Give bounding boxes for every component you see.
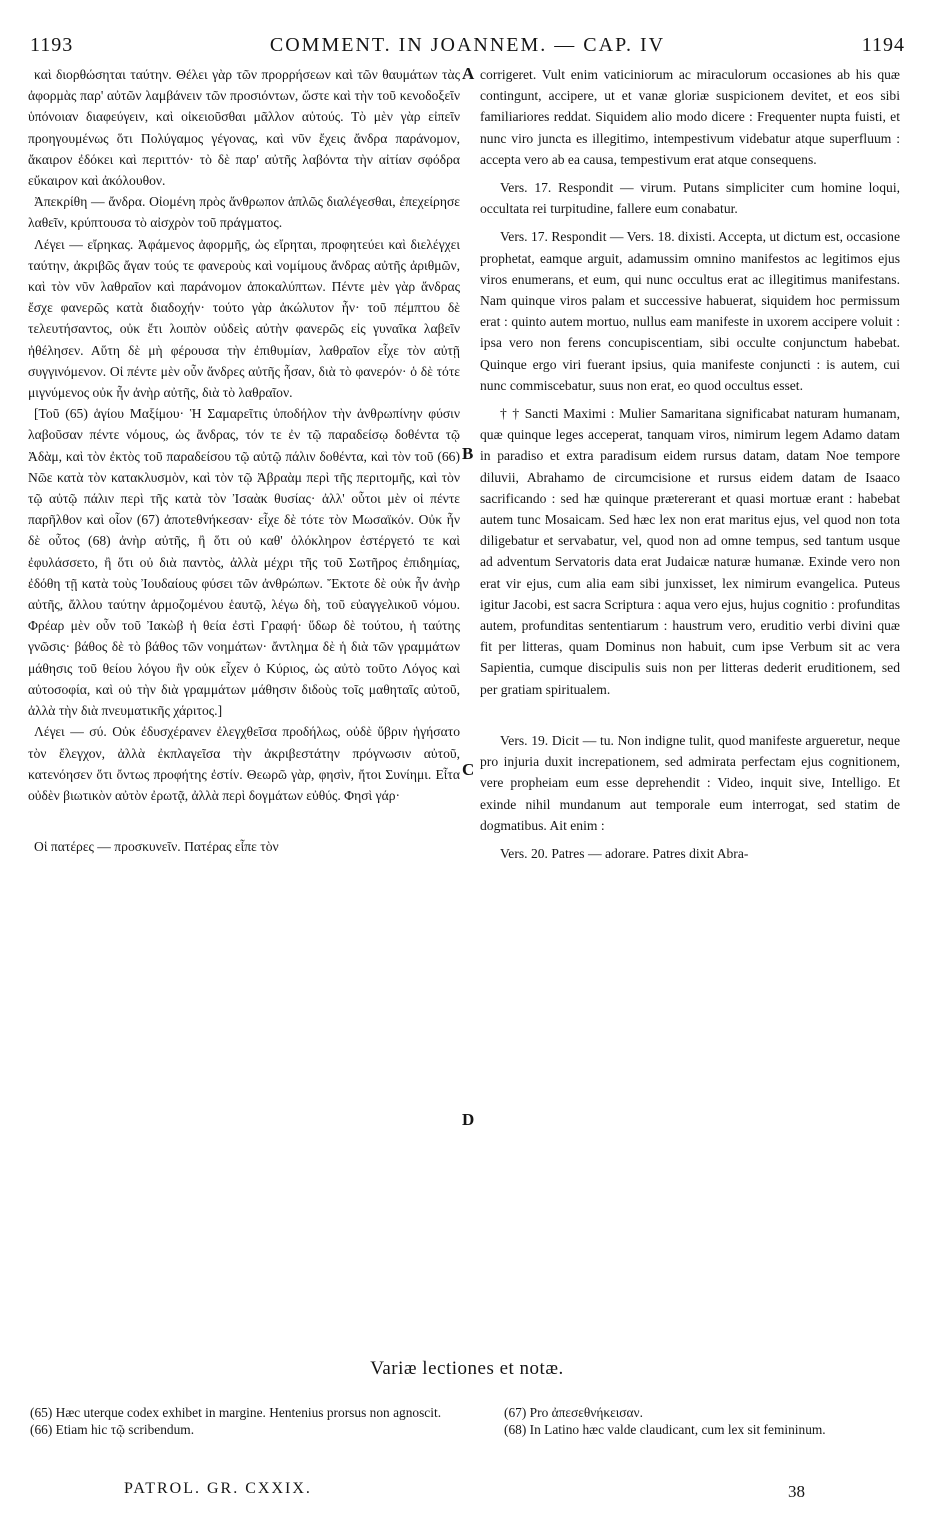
latin-paragraph: corrigeret. Vult enim vaticiniorum ac miraculorum occasiones ab his quæ contingunt, accipere, ut et vanæ gloriæ suspicionem devitet, et eos sibi familiariores reddat. Siquidem alio modo dicere : Frequenter nupta fuisti, et nunc viro juncta es illegitimo, intempestivum videbatur atque superfluum : accepta vero ab ea causa, tempestivum erat atque consequens. (480, 67, 900, 167)
latin-paragraph: Vers. 19. Dicit — tu. Non indigne tulit, quod manifeste argueretur, neque pro injuria duxit increpationem, sed admirata perfectam ejus cognitionem, vere propheiam eum esse deprehendit : Video, inquit sive, Intelligo. Et exinde nihil mundanum aut temporale eum interrogat, sed statim de dogmatibus. Ait enim : (480, 732, 900, 833)
sheet-number: 38 (788, 1482, 805, 1501)
greek-paragraph: Λέγει — εἴρηκας. Ἀφάμενος ἀφορμῆς, ὡς εἴρηται, προφητεύει καὶ διελέγχει ταύτην, ἀκριβῶς ἄγαν τούς τε φανεροὺς καὶ νομίμους ἄνδρας αὐτῆς ἀριθμῶν, καὶ τὸν νῦν λαθραῖον καὶ παράνομον ἀποκαλύπτων. Πέντε μὲν γὰρ ἄνδρας ἔσχε φανερῶς κατὰ διαδοχήν· τούτο γὰρ ἀκώλυτον ἦν· τοῦ πέμπτου δὲ τελευτήσαντος, οὐκ ἔτι λοιπὸν οὐδεὶς αὐτὴν φανερῶς εἰς γυναῖκα λαβεῖν ἠθέλησεν. Αὕτη δὲ μὴ φέρουσα τὴν ἐπιθυμίαν, λαθραῖον εἶχε τὸν αὐτῇ συγγινόμενον. Οἱ πέντε μὲν οὖν ἄνδρες αὐτῆς ἦσαν, διὰ τὸ φανερόν· ὁ δὲ τότε μιγνύμενος οὐκ ἦν ἀνὴρ αὐτῆς, διὰ τὸ λαθραῖον. (28, 236, 460, 401)
notes-title: Variæ lectiones et notæ. (370, 1358, 564, 1379)
greek-paragraph: Λέγει — σύ. Οὐκ ἐδυσχέρανεν ἐλεγχθεῖσα προδήλως, οὐδὲ ὕβριν ἡγήσατο τὸν ἔλεγχον, ἀλλὰ ἐκπλαγεῖσα τὴν ἀκριβεστάτην πρόγνωσιν αὐτοῦ, κατενόησεν ὅτι ὄντως προφήτης ἐστίν. Θεωρῶ γὰρ, φησὶν, ἤτοι Συνίημι. Εἶτα οὐδὲν βιωτικὸν αὐτὸν ἐρωτᾷ, ἀλλὰ περὶ δογμάτων εὐθύς. Φησὶ γάρ· (28, 724, 460, 803)
note: (65) Hæc uterque codex exhibet in margine. Hentenius prorsus non agnoscit. (30, 1405, 442, 1420)
page-number-right: 1194 (861, 34, 905, 56)
notes-left (30, 1404, 470, 1438)
page-number-left: 1193 (30, 34, 74, 56)
notes-right (504, 1404, 904, 1438)
running-header (30, 34, 905, 60)
margin-letter-c: C (462, 760, 475, 779)
margin-letter-b: B (462, 444, 474, 463)
latin-paragraph: † † Sancti Maximi : Mulier Samaritana significabat naturam humanam, quæ quinque leges acceperat, tanquam viros, nimirum legem Adamo datam in paradiso et extra paradisum eidem rursus datam, datam Noe tempore diluvii, Abrahamo de circumcisione et rursus eidem datam de Isaaco sacrificando : sed hæ quinque prætererant et quasi mortuæ erant : habebat autem tunc Mosaicam. Sed hæc lex non erat maritus ejus, vel quod non tota diligebatur et servabatur, vel, quod non ad omne tempus, sed tantum usque ad adventum Servatoris data erat Judaicæ naturæ humanæ. Exinde vero non erat vir ejus, cum alia eam sibi junxisset, lex nimirum evangelica. Puteus igitur Jacobi, est sacra Scriptura : aqua vero ejus, hujus cognitio : profunditas autem, profunditas sententiarum : haustrum vero, eruditio verbi divini quæ fit per litteras, quam Dominus non habuit, cum ipse Verbum sit ac vera Sapientia, cumque discipulis suis non per litteras dederit eruditionem, sed per gratiam spiritualem. (480, 406, 900, 697)
printer-signature: PATROL. GR. CXXIX. (124, 1480, 312, 1497)
margin-letter-a: A (462, 64, 475, 83)
margin-letter-d: D (462, 1110, 475, 1129)
greek-paragraph: [Τοῦ (65) ἁγίου Μαξίμου· Ἡ Σαμαρεῖτις ὑποδήλον τὴν ἀνθρωπίνην φύσιν λαβοῦσαν πέντε νόμους, ὡς ἄνδρας, τόν τε ἐν τῷ παραδείσῳ δοθέντα τῷ Ἀδὰμ, καὶ τὸν ἐκτὸς τοῦ παραδείσου τῷ αὐτῷ πάλιν δοθέντα, καὶ τὸν τοῦ (66) Νῶε κατὰ τὸν κατακλυσμὸν, καὶ τὸν τῷ Ἀβραὰμ περὶ τῆς περιτομῆς, καὶ τὸν τῷ αὐτῷ πάλιν περὶ τῆς κατὰ τὸν Ἰσαὰκ θυσίας· ἀλλ' οὗτοι μὲν οἱ πέντε παρῆλθον καὶ οἷον (67) ἀποτεθνήκεσαν· εἶχε δὲ τότε τὸν Μωσαϊκόν. Οὐκ ἦν δὲ οὗτος (68) ἀνὴρ αὐτῆς, ἢ ὅτι οὐ καθ' ὁλόκληρον ἐστέργετό τε καὶ ἐφυλάσσετο, ἢ ὅτι οὐ διὰ παντὸς, ἀλλὰ μέχρι τῆς τοῦ Σωτῆρος ἐπιδημίας, ἐδόθη τῇ κατὰ τοὺς Ἰουδαίους φύσει τῶν ἀνθρώπων. Ἔκτοτε δὲ οὐκ ἦν ἀνὴρ αὐτῆς, ἄλλου ταύτην ἁρμοζομένου ἑαυτῷ, λέγω δὴ, τοῦ εὐαγγελικοῦ νόμου. Φρέαρ μὲν οὖν τοῦ Ἰακὼβ ἡ θεία ἐστὶ Γραφή· ὕδωρ δὲ τούτου, ἡ ταύτης γνῶσις· βάθος δὲ τὸ βάθος τῶν νοημάτων· ἄντλημα δὲ ἡ διὰ τῶν γραμμάτων μάθησις τοῦ θείου λόγου ἣν οὐκ εἶχεν ὁ Κύριος, ὡς αὐτὸ τοῦτο Λόγος καὶ αὐτοσοφία, καὶ οὐ τὴν διὰ γραμμάτων μάθησιν διδοὺς τοῖς μαθηταῖς αὐτοῦ, ἀλλὰ τὴν διὰ πνευματικῆς χάριτος.] (28, 406, 460, 719)
latin-paragraph: Vers. 17. Respondit — Vers. 18. dixisti. Accepta, ut dictum est, occasione prophetat, eamque arguit, adamussim omnino manifestos ac legitimos ejus viros enumerans, et eum, qui nunc occultus erat ac illegitimus manifestans. Nam quinque viros palam et successive habuerat, siquidem hoc permissum erat : quinto autem mortuo, nullus eam manifeste in uxorem accipere voluit : ipsa vero non ferens concupiscentiam, sibi occulte conjunctum habebat. Quinque ergo viri fuerant ipsius, quia manifeste conjuncti : is autem, cui nunc commiscebatur, suus non erat, eo quod occultus esset. (480, 229, 900, 393)
latin-paragraph: Vers. 17. Respondit — virum. Putans simpliciter cum homine loqui, occultata rei turpitudine, fallere eum conabatur. (480, 180, 900, 217)
latin-paragraph: Vers. 20. Patres — adorare. Patres dixit Abra- (500, 845, 749, 861)
greek-paragraph: καὶ διορθώσηται ταύτην. Θέλει γὰρ τῶν προρρήσεων καὶ τῶν θαυμάτων τὰς ἀφορμὰς παρ' αὐτῶν λαμβάνειν τῶν προσιόντων, ὥστε καὶ τὴν τοῦ κενοδοξεῖν ὑπόνοιαν διαφεύγειν, καὶ οἰκειοῦσθαι μᾶλλον αὐτούς. Τὸ μὲν γὰρ εἰπεῖν προηγουμένως ὅτι Πολύγαμος γέγονας, καὶ νῦν ἔχεις ἄνδρα παράνομον, ἄκαιρον ἐδόκει καὶ περιττόν· τὸ δὲ παρ' αὐτῆς λαβόντα τὴν αἰτίαν σφόδρα εὔκαιρον καὶ ἀκόλουθον. (28, 67, 460, 189)
latin-column (480, 64, 900, 864)
greek-column (28, 64, 460, 857)
note: (67) Pro ἀπεσεθνήκεισαν. (504, 1405, 643, 1420)
note: (66) Etiam hic τῷ scribendum. (30, 1422, 195, 1437)
note: (68) In Latino hæc valde claudicant, cum lex sit femininum. (504, 1422, 826, 1437)
running-title: COMMENT. IN JOANNEM. — CAP. IV (269, 34, 666, 56)
greek-paragraph: Ἀπεκρίθη — ἄνδρα. Οἰομένη πρὸς ἄνθρωπον ἁπλῶς διαλέγεσθαι, ἐπεχείρησε λαθεῖν, κρύπτουσα τὸ αἰσχρὸν τοῦ πράγματος. (28, 194, 460, 231)
greek-paragraph: Οἱ πατέρες — προσκυνεῖν. Πατέρας εἶπε τὸν (34, 839, 279, 855)
